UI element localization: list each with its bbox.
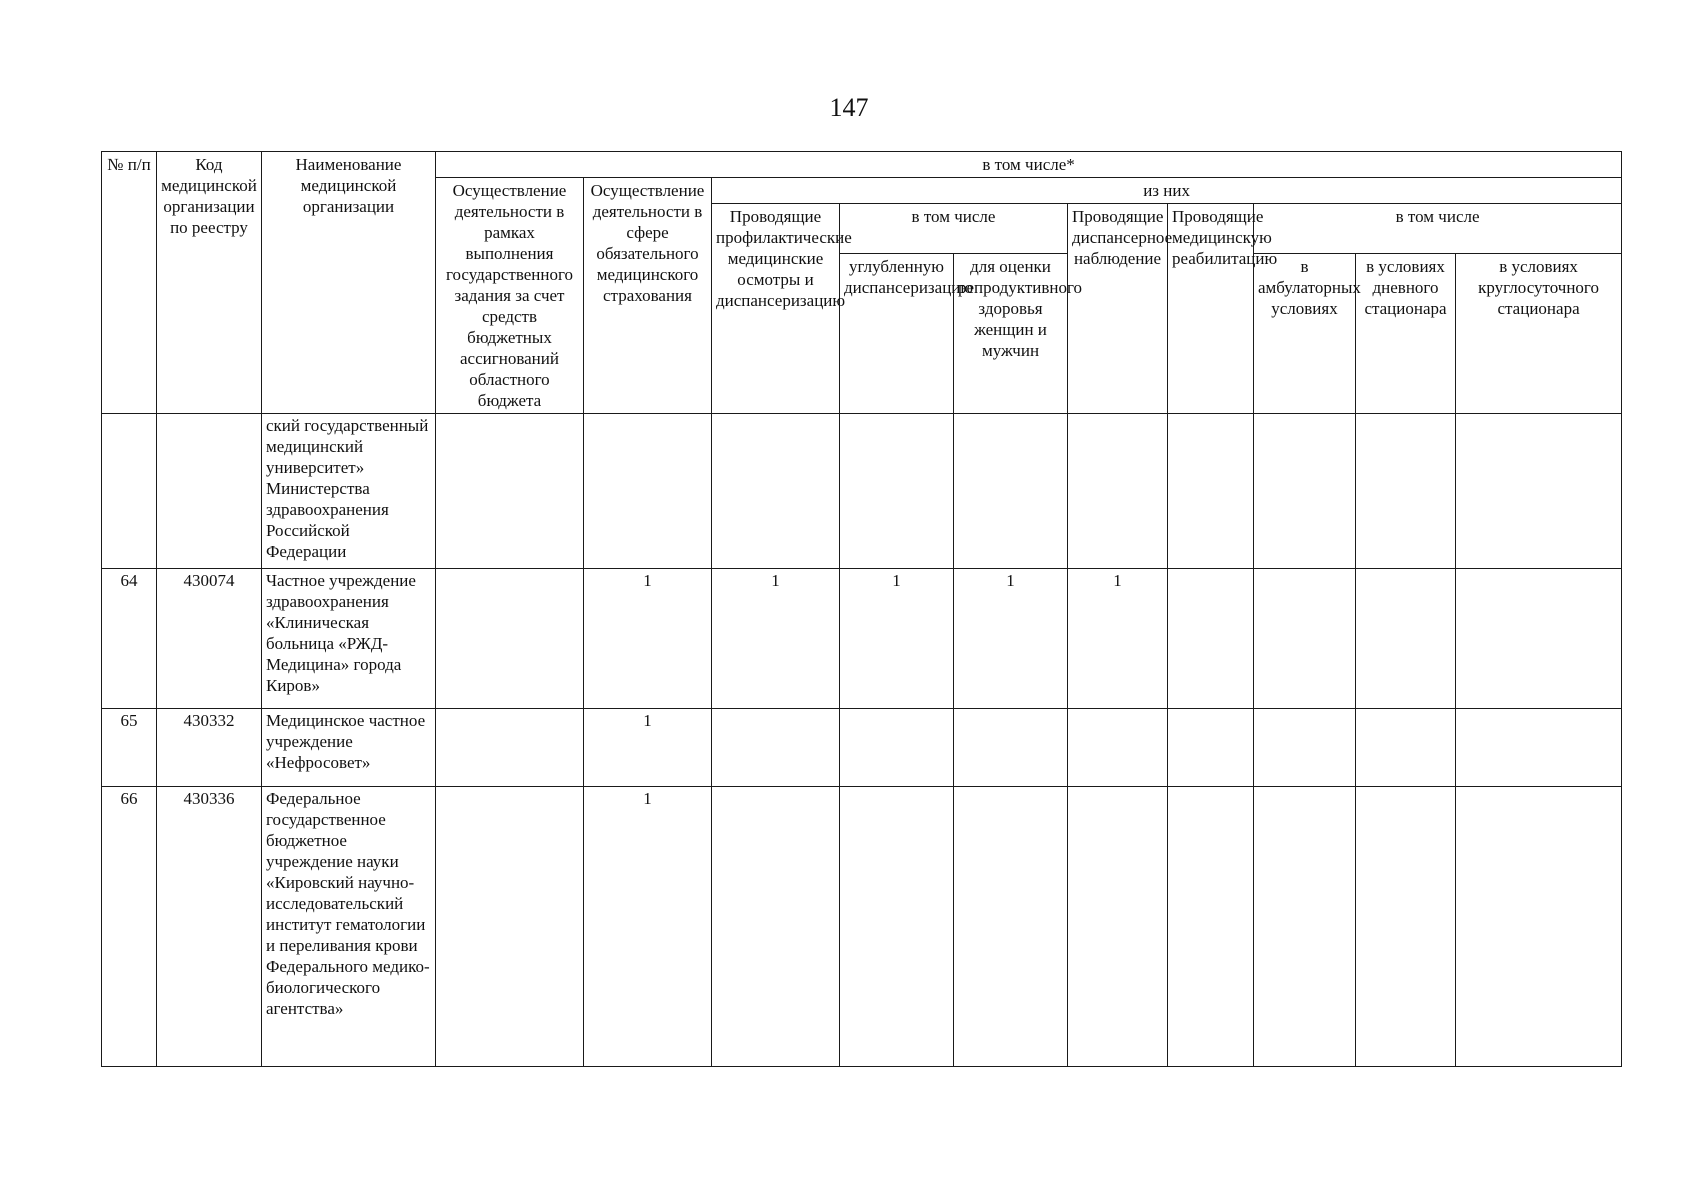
header-dnevn: в условиях дневного стационара (1356, 254, 1456, 414)
cell-prof (712, 787, 840, 1067)
cell-name: Медицинское частное учреждение «Нефросовет» (262, 709, 436, 787)
cell-reab (1168, 414, 1254, 569)
cell-dnevn (1356, 569, 1456, 709)
cell-disp (1068, 414, 1168, 569)
cell-num: 64 (102, 569, 157, 709)
cell-reprod (954, 414, 1068, 569)
cell-state-task (436, 787, 584, 1067)
header-name: Наименование медицинской организации (262, 152, 436, 414)
cell-state-task (436, 569, 584, 709)
header-reab: Проводящие медицинскую реабилитацию (1168, 204, 1254, 414)
organizations-table (101, 151, 1622, 1067)
header-krugl: в условиях круглосуточного стационара (1456, 254, 1622, 414)
header-num: № п/п (102, 152, 157, 414)
cell-prof (712, 709, 840, 787)
cell-reprod: 1 (954, 569, 1068, 709)
cell-code: 430336 (157, 787, 262, 1067)
header-reprod: для оценки репродуктивного здоровья женщин и мужчин (954, 254, 1068, 414)
header-oms: Осуществление деятельности в сфере обязательного медицинского страхования (584, 178, 712, 414)
cell-oms (584, 414, 712, 569)
cell-ambul (1254, 569, 1356, 709)
cell-uglub (840, 787, 954, 1067)
table-row (102, 787, 1622, 1067)
cell-krugl (1456, 414, 1622, 569)
cell-num (102, 414, 157, 569)
cell-reab (1168, 787, 1254, 1067)
cell-krugl (1456, 787, 1622, 1067)
header-code: Код медицинской организации по реестру (157, 152, 262, 414)
table-row (102, 414, 1622, 569)
cell-reprod (954, 709, 1068, 787)
cell-code: 430074 (157, 569, 262, 709)
cell-code: 430332 (157, 709, 262, 787)
cell-dnevn (1356, 787, 1456, 1067)
header-v-tom-chisle-star: в том числе* (436, 152, 1622, 178)
table-row (102, 569, 1622, 709)
header-state-task: Осуществление деятельности в рамках выполнения государственного задания за счет средств бюджетных ассигнований областного бюджета (436, 178, 584, 414)
cell-reab (1168, 569, 1254, 709)
page-number: 147 (829, 93, 869, 122)
cell-prof (712, 414, 840, 569)
cell-state-task (436, 709, 584, 787)
cell-ambul (1254, 709, 1356, 787)
cell-reab (1168, 709, 1254, 787)
cell-state-task (436, 414, 584, 569)
cell-disp (1068, 787, 1168, 1067)
cell-reprod (954, 787, 1068, 1067)
header-ambul: в амбулаторных условиях (1254, 254, 1356, 414)
cell-code (157, 414, 262, 569)
header-v-tom-chisle-1: в том числе (840, 204, 1068, 254)
cell-oms: 1 (584, 569, 712, 709)
cell-num: 65 (102, 709, 157, 787)
header-disp: Проводящие диспансерное наблюдение (1068, 204, 1168, 414)
cell-name: ский государственный медицинский университет» Министерства здравоохранения Российской Федерации (262, 414, 436, 569)
cell-disp: 1 (1068, 569, 1168, 709)
cell-ambul (1254, 414, 1356, 569)
cell-krugl (1456, 569, 1622, 709)
cell-dnevn (1356, 414, 1456, 569)
organizations-table-wrapper (101, 151, 1622, 1067)
cell-disp (1068, 709, 1168, 787)
cell-name: Частное учреждение здравоохранения «Клиническая больница «РЖД-Медицина» города Киров» (262, 569, 436, 709)
cell-uglub (840, 414, 954, 569)
header-uglub: углубленную диспансеризацию (840, 254, 954, 414)
header-prof: Проводящие профилактические медицинские осмотры и диспансеризацию (712, 204, 840, 414)
cell-prof: 1 (712, 569, 840, 709)
cell-krugl (1456, 709, 1622, 787)
table-row (102, 709, 1622, 787)
cell-dnevn (1356, 709, 1456, 787)
cell-oms: 1 (584, 787, 712, 1067)
header-iz-nih: из них (712, 178, 1622, 204)
header-v-tom-chisle-2: в том числе (1254, 204, 1622, 254)
cell-oms: 1 (584, 709, 712, 787)
cell-num: 66 (102, 787, 157, 1067)
cell-uglub (840, 709, 954, 787)
cell-name: Федеральное государственное бюджетное учреждение науки «Кировский научно-исследовательский институт гематологии и переливания крови Федерального медико-биологического агентства» (262, 787, 436, 1067)
cell-ambul (1254, 787, 1356, 1067)
cell-uglub: 1 (840, 569, 954, 709)
